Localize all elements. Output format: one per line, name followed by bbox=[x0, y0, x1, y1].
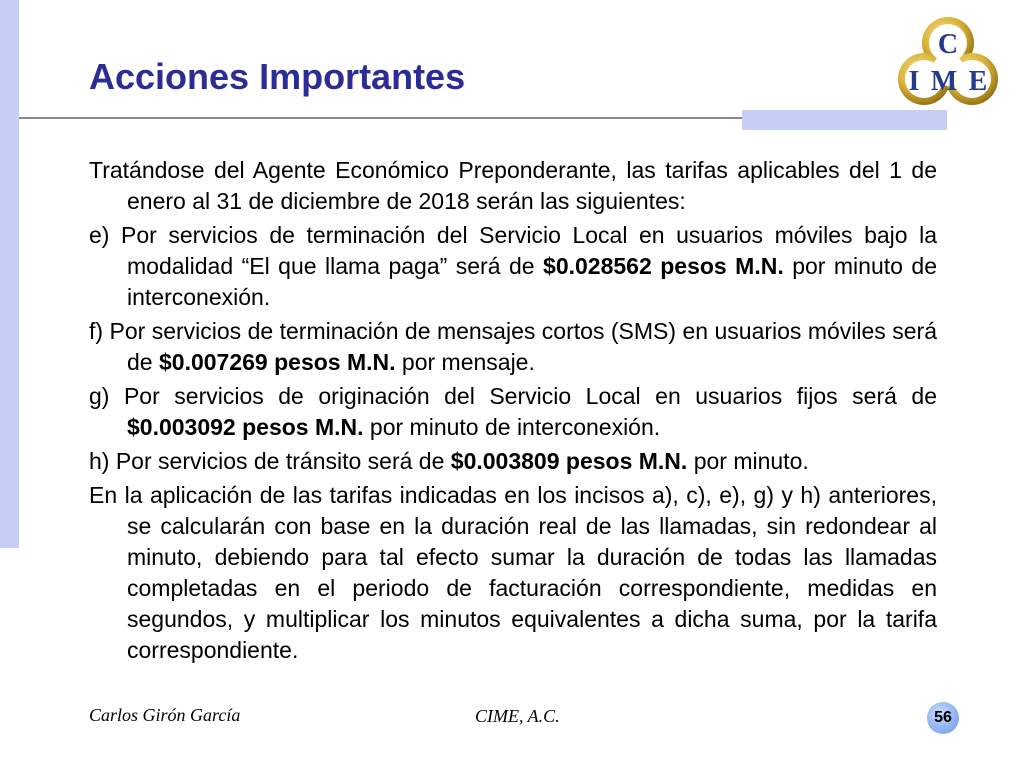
tariff-amount: $0.003809 pesos M.N. bbox=[450, 448, 688, 474]
page-number-badge: 56 bbox=[927, 702, 959, 734]
svg-text:C: C bbox=[937, 29, 959, 60]
paragraph-text: por mensaje. bbox=[395, 349, 535, 375]
body-paragraph bbox=[89, 480, 937, 666]
paragraph-text: g) Por servicios de originación del Servicio Local en usuarios fijos será de bbox=[89, 383, 937, 409]
title-accent-bar bbox=[742, 110, 947, 130]
paragraph-text: Tratándose del Agente Económico Preponderante, las tarifas aplicables del 1 de enero al 31 de diciembre de 2018 serán las siguientes: bbox=[89, 157, 937, 214]
body-paragraph bbox=[89, 155, 937, 217]
body-paragraph bbox=[89, 316, 937, 378]
tariff-amount: $0.007269 pesos M.N. bbox=[158, 349, 396, 375]
svg-text:I: I bbox=[908, 66, 920, 97]
slide-title: Acciones Importantes bbox=[89, 56, 466, 97]
footer-author: Carlos Girón García bbox=[89, 705, 241, 725]
footer-organization: CIME, A.C. bbox=[475, 706, 560, 726]
paragraph-text: En la aplicación de las tarifas indicadas en los incisos a), c), e), g) y h) anteriores, se calcularán con base en la duración real de las llamadas, sin redondear al minuto, debiendo para tal efecto sumar la duración de todas las llamadas completadas en el periodo de facturación correspondiente, medidas en segundos, y multiplicar los minutos equivalentes a dicha suma, por la tarifa correspondiente. bbox=[89, 482, 937, 663]
slide-body bbox=[89, 155, 937, 669]
body-paragraph bbox=[89, 220, 937, 313]
svg-text:M: M bbox=[930, 66, 958, 97]
paragraph-text: f) Por servicios de terminación de mensajes cortos (SMS) en usuarios móviles será de bbox=[89, 318, 937, 375]
paragraph-text: h) Por servicios de tránsito será de bbox=[89, 448, 451, 474]
body-paragraph bbox=[89, 381, 937, 443]
tariff-amount: $0.028562 pesos M.N. bbox=[543, 253, 784, 279]
cime-logo-icon bbox=[896, 13, 1000, 113]
left-accent-bar bbox=[0, 0, 19, 548]
tariff-amount: $0.003092 pesos M.N. bbox=[127, 414, 364, 440]
paragraph-text: por minuto de interconexión. bbox=[127, 253, 937, 310]
body-paragraph bbox=[89, 446, 937, 477]
paragraph-text: por minuto. bbox=[687, 448, 809, 474]
paragraph-text: por minuto de interconexión. bbox=[363, 414, 661, 440]
svg-text:E: E bbox=[968, 66, 988, 97]
paragraph-text: e) Por servicios de terminación del Servicio Local en usuarios móviles bajo la modalidad “El que llama paga” será de bbox=[89, 222, 937, 279]
